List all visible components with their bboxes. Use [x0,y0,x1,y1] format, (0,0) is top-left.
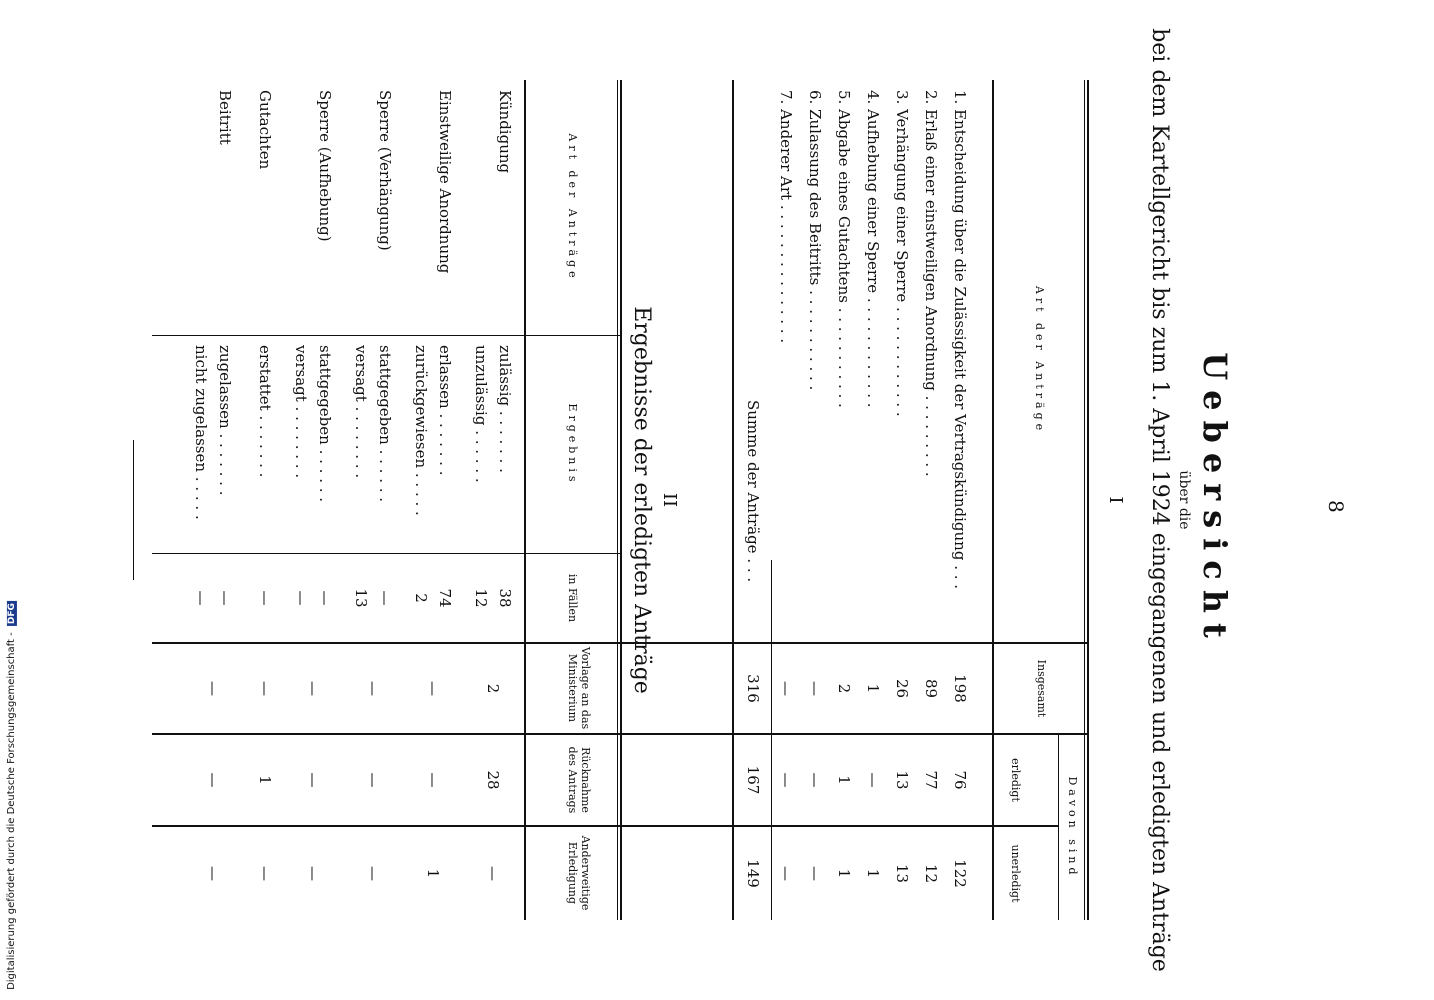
t1-summe-erledigt: 167 [744,765,762,795]
t2-group-art: Gutachten [256,90,274,170]
t1-row-erledigt: 77 [922,770,940,790]
t1-row-label: 4. Aufhebung einer Sperre . . . . . . . . . . . . [864,90,882,408]
t2-unterweitige: — [364,866,382,881]
t2-header-unterweitige: Anderweitige Erledigung [566,835,592,911]
t2-ruecknahme: — [424,772,442,788]
t2-ruecknahme: 28 [484,770,502,790]
t2-group-art: Sperre (Aufhebung) [316,90,334,242]
t2-ergebnis: versagt . . . . . . . . [352,345,370,479]
t1-header-unerledigt: unerledigt [1009,844,1022,903]
t1-row-label: 3. Verhängung einer Sperre . . . . . . . . . . . . [893,90,911,417]
t2-faellen: 2 [412,593,430,603]
t2-header-vorlage: Vorlage an das Ministerium [566,646,592,730]
t1-row-unerledigt: — [806,866,824,881]
t1-row-erledigt: — [777,772,795,788]
t1-header-insgesamt: Insgesamt [1035,659,1048,718]
table1-roman: I [1105,496,1126,504]
t2-header-ruecknahme: Rücknahme des Antrags [566,746,592,814]
t1-row-label: 7. Anderer Art . . . . . . . . . . . . . . . [777,90,795,344]
t2-faellen: 12 [472,588,490,608]
t2-faellen: — [316,590,334,606]
t1-summe-unerledigt: 149 [744,859,762,888]
t2-group-art: Sperre (Verhängung) [376,90,394,251]
t2-header-faellen: in Fällen [566,573,579,623]
t2-vorlage: 2 [484,683,502,694]
t1-header-erledigt: erledigt [1009,758,1022,802]
table2-title: Ergebnisse der erledigten Anträge [629,306,654,694]
t1-row-unerledigt: 122 [951,859,969,888]
t1-row-insgesamt: — [806,681,824,696]
t1-row-insgesamt: 2 [835,683,853,694]
dfg-logo: DFG [6,602,17,624]
t1-row-erledigt: 76 [951,770,969,790]
t1-row-label: 2. Erlaß einer einstweiligen Anordnung . . . . . . . . . [922,90,940,477]
t2-unterweitige: — [484,866,502,881]
page-heading: bei dem Kartellgericht bis zum 1. April 1924 eingegangenen und erledigten Anträge [1147,28,1172,972]
t2-ergebnis: erlassen . . . . . . . [436,345,454,476]
footer-credit [0,590,22,1000]
t2-ruecknahme: — [204,772,222,788]
t1-row-erledigt: 13 [893,770,911,790]
t2-faellen: — [216,590,234,606]
t2-header-ergebnis: Ergebnis [566,403,579,486]
t2-ruecknahme: 1 [256,775,274,785]
t1-row-erledigt: 1 [835,775,853,785]
t2-faellen: 74 [436,588,454,608]
t2-ergebnis: zurückgewiesen . . . . . [412,345,430,516]
t2-unterweitige: — [256,866,274,881]
t1-row-erledigt: — [806,772,824,788]
t1-row-label: 6. Zulassung des Beitritts . . . . . . . . . . . [806,90,824,391]
t1-row-label: 1. Entscheidung über die Zulässigkeit der Vertragskündigung . . . [951,90,969,590]
t2-ruecknahme: — [304,772,322,788]
t1-row-insgesamt: — [777,681,795,696]
t2-vorlage: — [364,681,382,696]
t2-ergebnis: erstattet . . . . . . . [256,345,274,478]
t2-faellen: — [292,590,310,606]
t2-vorlage: — [424,681,442,696]
t1-row-erledigt: — [864,772,882,788]
page-title: Uebersicht [1196,352,1234,648]
t2-faellen: — [192,590,210,606]
t1-row-unerledigt: 1 [835,868,853,879]
t1-header-davon: Davon sind [1066,776,1079,879]
t2-unterweitige: — [204,866,222,881]
t1-summe-insgesamt: 316 [744,674,762,703]
t2-vorlage: — [256,681,274,696]
t2-ergebnis: versagt . . . . . . . . [292,345,310,479]
t2-group-art: Kündigung [496,90,514,174]
t2-faellen: — [376,590,394,606]
t2-ergebnis: nicht zugelassen . . . . . [192,345,210,520]
t2-faellen: 13 [352,588,370,608]
t2-unterweitige: — [304,866,322,881]
t2-ergebnis: stattgegeben . . . . . . [316,345,334,503]
t2-faellen: 38 [496,588,514,608]
t2-ergebnis: zulässig . . . . . . . [496,345,514,473]
t2-group-art: Einstweilige Anordnung [436,90,454,274]
t2-header-art: Art der Anträge [566,133,579,282]
t2-unterweitige: 1 [424,868,442,879]
footer-text: Digitalisierung gefördert durch die Deutsche Forschungsgemeinschaft - [5,631,17,990]
t2-ergebnis: unzulässig . . . . . . [472,345,490,483]
t1-row-insgesamt: 89 [922,678,940,699]
t1-row-label: 5. Abgabe eines Gutachtens . . . . . . . . . . . [835,90,853,408]
t1-summe-label: Summe der Anträge . . . [744,400,762,583]
t1-row-unerledigt: 1 [864,868,882,879]
table2-roman: II [659,492,680,508]
t1-row-unerledigt: 12 [922,863,940,884]
page-subtitle: über die [1176,470,1192,530]
t2-vorlage: — [304,681,322,696]
t1-row-insgesamt: 26 [893,678,911,699]
t2-group-art: Beitritt [216,90,234,145]
t2-ergebnis: stattgegeben . . . . . . [376,345,394,503]
t1-header-art: Art der Anträge [1033,285,1046,435]
page-number: 8 [1324,500,1348,513]
t2-vorlage: — [204,681,222,696]
t1-row-insgesamt: 1 [864,683,882,694]
t2-faellen: — [256,590,274,606]
t1-row-unerledigt: 13 [893,863,911,884]
t2-ergebnis: zugelassen . . . . . . . [216,345,234,496]
t1-row-insgesamt: 198 [951,674,969,703]
t1-row-unerledigt: — [777,866,795,881]
t2-ruecknahme: — [364,772,382,788]
